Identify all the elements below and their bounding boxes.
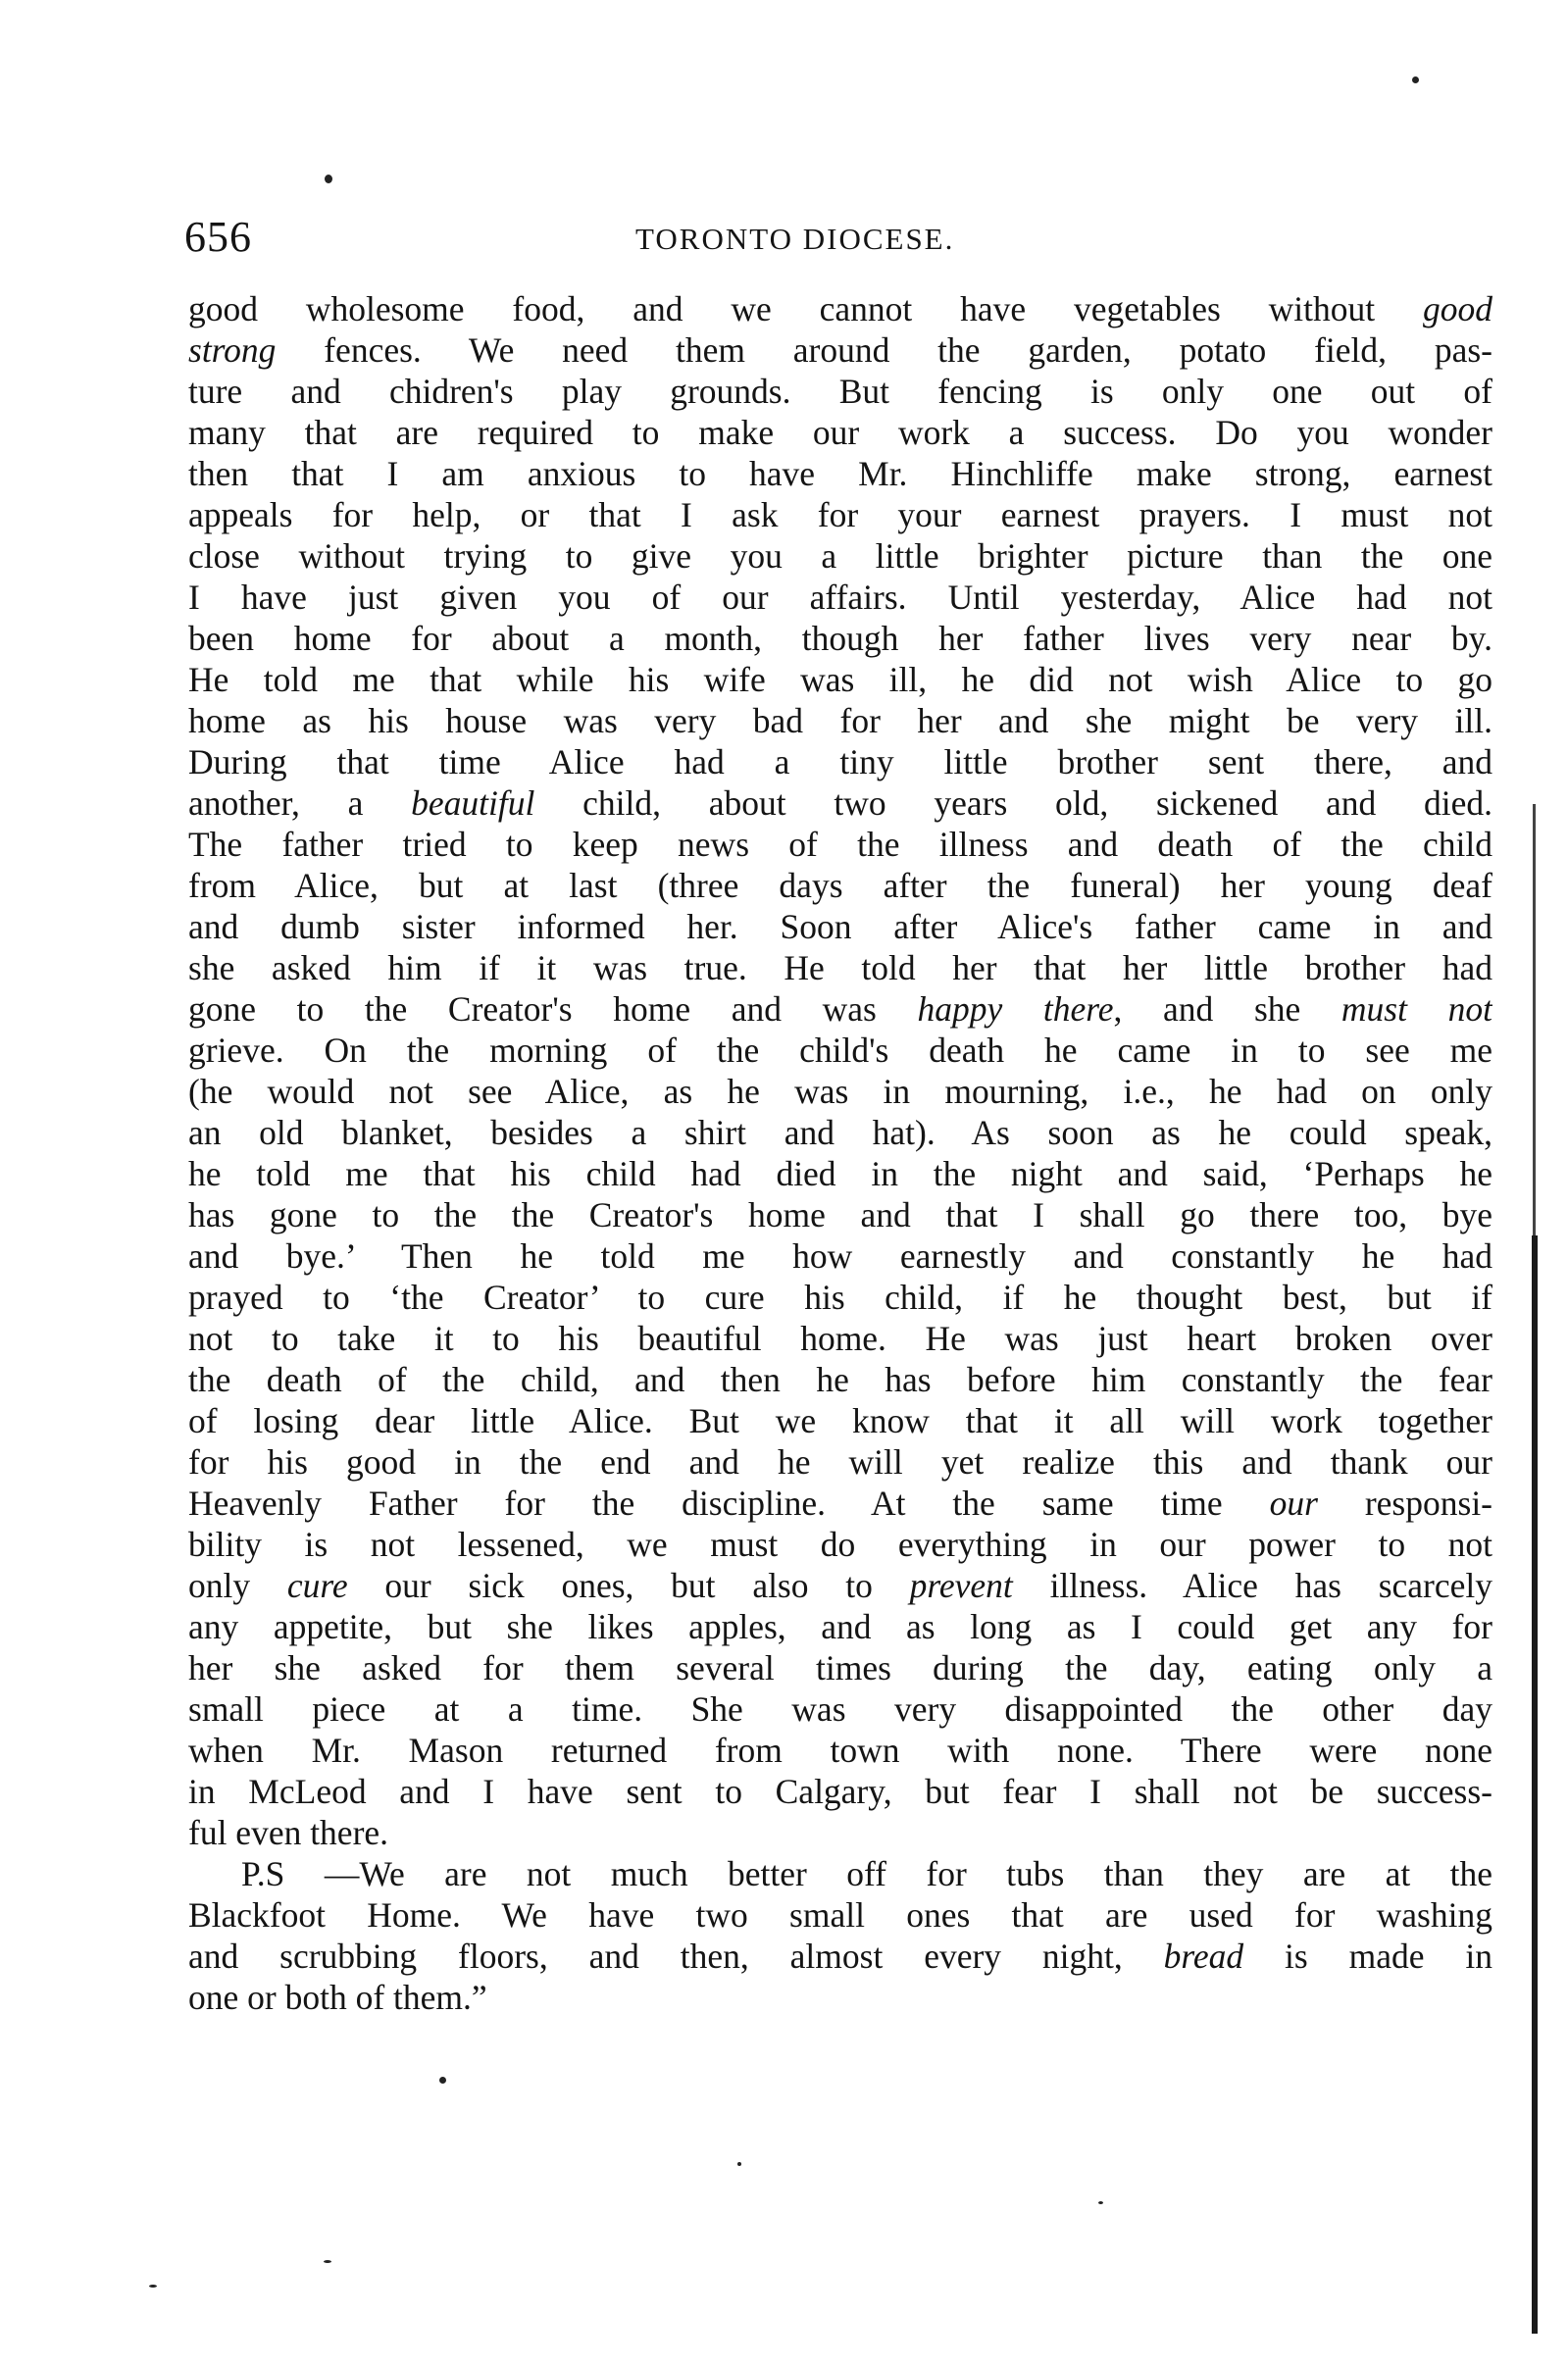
text-line: Blackfoot Home. We have two small ones that are used for washing	[188, 1895, 1492, 1935]
text-line: only cure our sick ones, but also to prevent illness. Alice has scarcely	[188, 1566, 1492, 1605]
text-line: when Mr. Mason returned from town with none. There were none	[188, 1731, 1492, 1770]
text-line: of losing dear little Alice. But we know that it all will work together	[188, 1401, 1492, 1440]
text-line: ture and chidren's play grounds. But fencing is only one out of	[188, 372, 1492, 411]
scan-speck	[737, 2162, 741, 2166]
text-line: prayed to ‘the Creator’ to cure his child, if he thought best, but if	[188, 1278, 1492, 1317]
text-line: the death of the child, and then he has before him constantly the fear	[188, 1360, 1492, 1399]
italic-text: happy there	[917, 989, 1114, 1029]
text-line: gone to the Creator's home and was happy there, and she must not	[188, 989, 1492, 1029]
text-line: from Alice, but at last (three days after the funeral) her young deaf	[188, 866, 1492, 905]
text-line: and bye.’ Then he told me how earnestly and constantly he had	[188, 1236, 1492, 1276]
text-line: small piece at a time. She was very disappointed the other day	[188, 1689, 1492, 1729]
text-line: any appetite, but she likes apples, and as long as I could get any for	[188, 1607, 1492, 1646]
text-line: I have just given you of our affairs. Until yesterday, Alice had not	[188, 578, 1492, 617]
scan-speck	[1412, 76, 1419, 83]
text-line: bility is not lessened, we must do everything in our power to not	[188, 1525, 1492, 1564]
italic-text: must not	[1340, 989, 1492, 1029]
text-line: (he would not see Alice, as he was in mourning, i.e., he had on only	[188, 1072, 1492, 1111]
text-line: an old blanket, besides a shirt and hat). As soon as he could speak,	[188, 1113, 1492, 1152]
text-line: ful even there.	[188, 1813, 389, 1852]
page-number: 656	[184, 213, 252, 261]
scan-speck	[324, 2260, 331, 2263]
text-line: he told me that his child had died in the night and said, ‘Perhaps he	[188, 1154, 1492, 1193]
text-line: not to take it to his beautiful home. He was just heart broken over	[188, 1319, 1492, 1358]
text-line: The father tried to keep news of the illness and death of the child	[188, 825, 1492, 864]
text-line: her she asked for them several times during the day, eating only a	[188, 1648, 1492, 1687]
italic-text: bread	[1163, 1937, 1244, 1976]
scan-speck	[325, 175, 332, 183]
text-line: During that time Alice had a tiny little brother sent there, and	[188, 742, 1492, 781]
scan-speck	[439, 2077, 446, 2084]
italic-text: good	[1423, 289, 1492, 328]
text-line: grieve. On the morning of the child's death he came in to see me	[188, 1031, 1492, 1070]
body-text	[188, 288, 1492, 2018]
italic-text: prevent	[909, 1566, 1013, 1605]
text-line: and dumb sister informed her. Soon after Alice's father came in and	[188, 907, 1492, 946]
scan-speck	[1098, 2201, 1103, 2204]
text-line: she asked him if it was true. He told her that her little brother had	[188, 948, 1492, 987]
text-line: home as his house was very bad for her and she might be very ill.	[188, 701, 1492, 740]
italic-text: beautiful	[411, 783, 535, 823]
italic-text: cure	[286, 1566, 348, 1605]
text-line: He told me that while his wife was ill, he did not wish Alice to go	[188, 660, 1492, 699]
text-line: good wholesome food, and we cannot have vegetables without good	[188, 289, 1492, 328]
text-line: close without trying to give you a little brighter picture than the one	[188, 536, 1492, 576]
text-line: has gone to the the Creator's home and that I shall go there too, bye	[188, 1195, 1492, 1234]
text-line: another, a beautiful child, about two years old, sickened and died.	[188, 783, 1492, 823]
binding-edge-mark	[1532, 1235, 1538, 2334]
running-head: TORONTO DIOCESE.	[635, 222, 955, 256]
text-line: one or both of them.”	[188, 1978, 487, 2017]
text-line: P.S —We are not much better off for tubs than they are at the	[241, 1854, 1492, 1893]
text-line: then that I am anxious to have Mr. Hinchliffe make strong, earnest	[188, 454, 1492, 493]
binding-edge-mark	[1533, 804, 1536, 1235]
text-line: many that are required to make our work a success. Do you wonder	[188, 413, 1492, 452]
text-line: in McLeod and I have sent to Calgary, but fear I shall not be success-	[188, 1772, 1492, 1811]
text-line: and scrubbing floors, and then, almost every night, bread is made in	[188, 1937, 1492, 1976]
scan-speck	[149, 2285, 157, 2288]
italic-text: our	[1269, 1484, 1318, 1523]
page-header	[184, 208, 1498, 267]
text-line: been home for about a month, though her father lives very near by.	[188, 619, 1492, 658]
text-line: Heavenly Father for the discipline. At the same time our responsi-	[188, 1484, 1492, 1523]
text-line: appeals for help, or that I ask for your earnest prayers. I must not	[188, 495, 1492, 534]
text-line: strong fences. We need them around the garden, potato field, pas-	[188, 330, 1492, 370]
italic-text: strong	[188, 330, 277, 370]
text-line: for his good in the end and he will yet realize this and thank our	[188, 1442, 1492, 1482]
